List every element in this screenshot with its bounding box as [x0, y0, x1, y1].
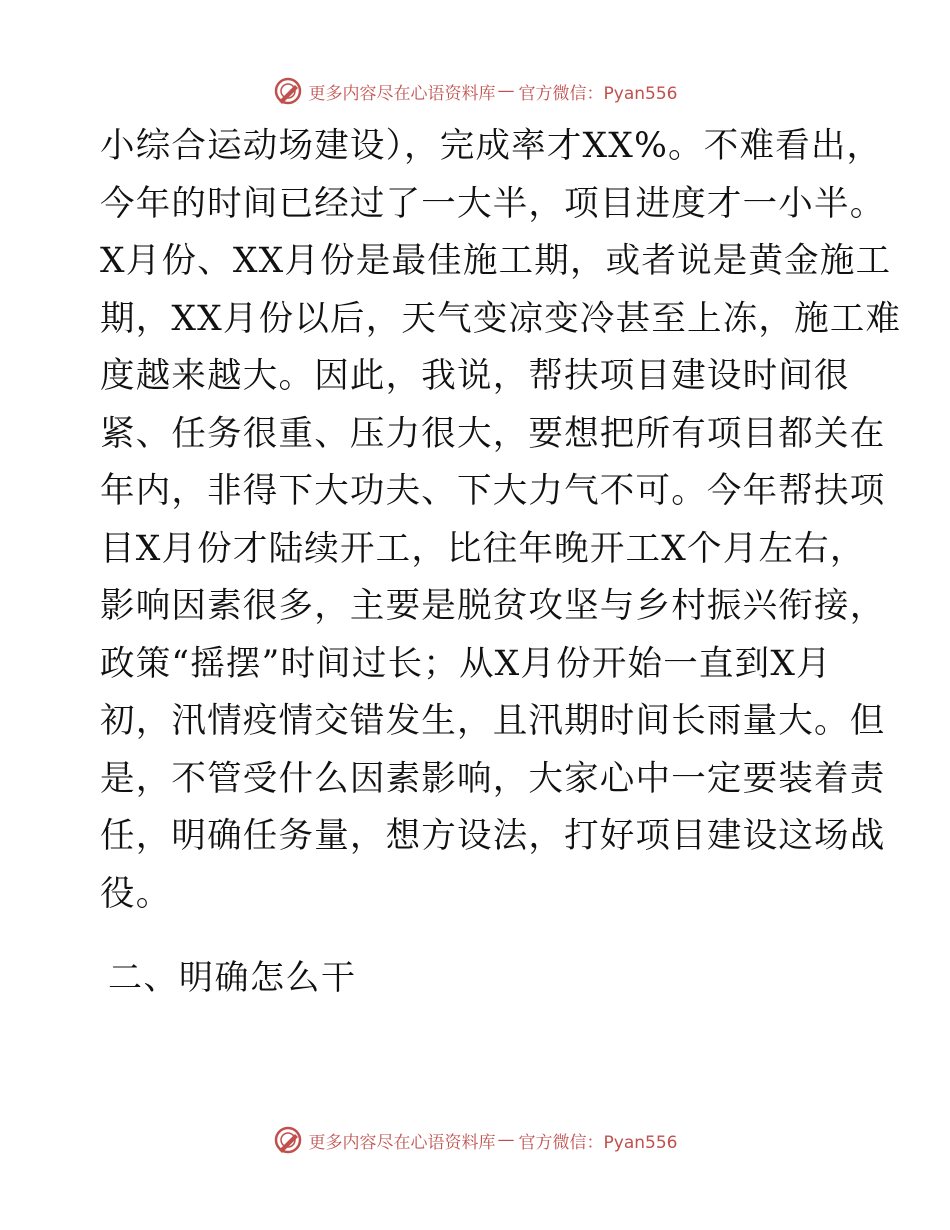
banner-text: 更多内容尽在心语资料库 — [308, 1132, 496, 1153]
body-line: 役。 — [100, 873, 172, 914]
body-line: 度越来越大。因此，我说，帮扶项目建设时间很 — [100, 356, 850, 396]
banner-separator: — — [497, 1130, 515, 1150]
footer-watermark-banner — [0, 1120, 950, 1160]
section-heading: 二、明确怎么干 — [108, 958, 357, 998]
body-line: 今年的时间已经过了一大半，项目进度才一小半。 — [100, 183, 886, 224]
banner-wechat: 官方微信：Pyan556 — [518, 83, 678, 104]
body-line: 任，明确任务量，想方设法，打好项目建设这场战 — [100, 816, 886, 856]
body-line: 初，汛情疫情交错发生，且汛期时间长雨量大。但 — [100, 701, 886, 741]
body-line: 政策“摇摆”时间过长；从X月份开始一直到X月 — [100, 643, 832, 684]
pen-logo-icon — [273, 1125, 303, 1155]
body-line: 年内，非得下大功夫、下大力气不可。今年帮扶项 — [100, 471, 886, 511]
pen-logo-icon — [273, 76, 303, 106]
banner-separator: — — [497, 81, 515, 101]
body-line: 紧、任务很重、压力很大，要想把所有项目都关在 — [100, 413, 886, 454]
body-line: X月份、XX月份是最佳施工期，或者说是黄金施工 — [100, 241, 892, 281]
body-line: 是，不管受什么因素影响，大家心中一定要装着责 — [100, 758, 886, 799]
body-line: 目X月份才陆续开工，比往年晚开工X个月左右， — [100, 528, 866, 569]
document-body — [100, 118, 902, 923]
body-line: 小综合运动场建设），完成率才XX%。不难看出， — [100, 126, 883, 166]
body-line: 影响因素很多，主要是脱贫攻坚与乡村振兴衔接， — [100, 586, 886, 626]
banner-text: 更多内容尽在心语资料库 — [308, 83, 496, 104]
header-watermark-banner — [0, 71, 950, 111]
body-line: 期，XX月份以后，天气变凉变冷甚至上冻，施工难 — [100, 298, 902, 339]
banner-wechat: 官方微信：Pyan556 — [518, 1132, 678, 1153]
